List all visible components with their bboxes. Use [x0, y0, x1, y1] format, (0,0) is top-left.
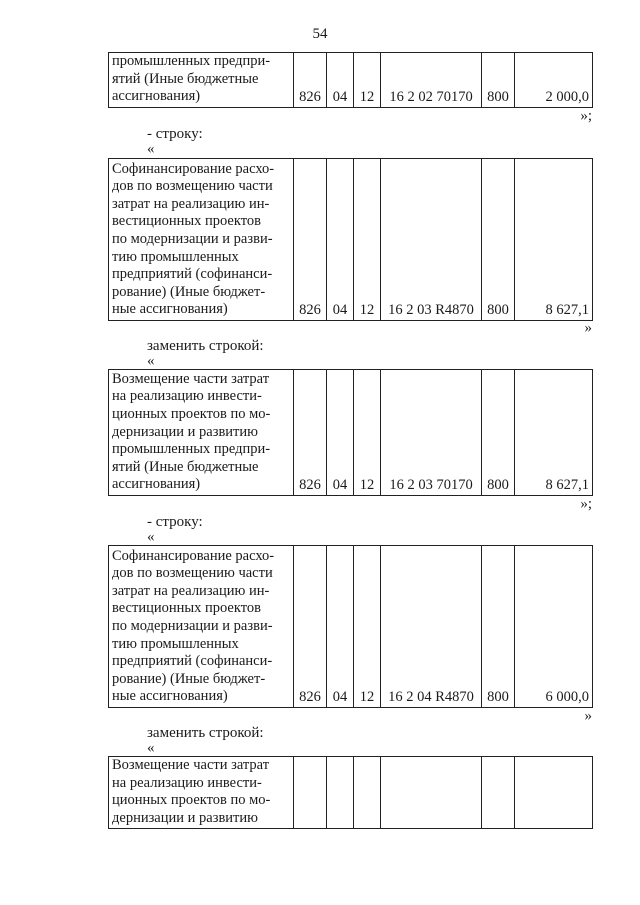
page-number: 54 [312, 26, 328, 42]
row-description: Софинансирование расхо- дов по возмещению части затрат на реализацию ин- вестиционных проектов по модернизации и разви- тию промышленных предприятий (софинанси- рование) (Иные бюджет- ные ассигнования) [109, 546, 294, 708]
opening-quote: « [147, 141, 155, 157]
budget-table-1 [108, 52, 593, 108]
table-row [109, 546, 593, 708]
table-row [109, 757, 593, 829]
rz-cell: 04 [327, 370, 354, 496]
csr-cell: 16 2 03 R4870 [381, 159, 482, 321]
instruction-line: - строку: [147, 126, 203, 142]
sum-cell: 2 000,0 [515, 53, 593, 108]
sum-cell: 8 627,1 [515, 370, 593, 496]
vr-cell: 800 [482, 53, 515, 108]
budget-table-5 [108, 756, 593, 829]
grbs-cell: 826 [294, 370, 327, 496]
pr-cell [354, 757, 381, 829]
grbs-cell [294, 757, 327, 829]
pr-cell: 12 [354, 53, 381, 108]
pr-cell: 12 [354, 546, 381, 708]
row-description: Возмещение части затрат на реализацию инвести- ционных проектов по мо- дернизации и развитию [109, 757, 294, 829]
grbs-cell: 826 [294, 159, 327, 321]
rz-cell [327, 757, 354, 829]
rz-cell: 04 [327, 546, 354, 708]
row-description: Софинансирование расхо- дов по возмещению части затрат на реализацию ин- вестиционных проектов по модернизации и разви- тию промышленных предприятий (софинанси- рование) (Иные бюджет- ные ассигнования) [109, 159, 294, 321]
sum-cell: 6 000,0 [515, 546, 593, 708]
csr-cell: 16 2 04 R4870 [381, 546, 482, 708]
grbs-cell: 826 [294, 53, 327, 108]
opening-quote: « [147, 529, 155, 545]
closing-quote: » [584, 320, 592, 336]
csr-cell: 16 2 03 70170 [381, 370, 482, 496]
vr-cell: 800 [482, 546, 515, 708]
budget-table-4 [108, 545, 593, 708]
instruction-line: заменить строкой: [147, 338, 264, 354]
rz-cell: 04 [327, 53, 354, 108]
pr-cell: 12 [354, 370, 381, 496]
closing-quote: » [584, 708, 592, 724]
row-description: промышленных предпри- ятий (Иные бюджетные ассигнования) [109, 53, 294, 108]
opening-quote: « [147, 353, 155, 369]
csr-cell [381, 757, 482, 829]
sum-cell: 8 627,1 [515, 159, 593, 321]
vr-cell: 800 [482, 370, 515, 496]
grbs-cell: 826 [294, 546, 327, 708]
instruction-line: - строку: [147, 514, 203, 530]
vr-cell: 800 [482, 159, 515, 321]
budget-table-3 [108, 369, 593, 496]
table-row [109, 159, 593, 321]
closing-quote: »; [580, 108, 592, 124]
opening-quote: « [147, 740, 155, 756]
pr-cell: 12 [354, 159, 381, 321]
row-description: Возмещение части затрат на реализацию инвести- ционных проектов по мо- дернизации и развитию промышленных предпри- ятий (Иные бюджетные ассигнования) [109, 370, 294, 496]
instruction-line: заменить строкой: [147, 725, 264, 741]
closing-quote: »; [580, 496, 592, 512]
table-row [109, 370, 593, 496]
csr-cell: 16 2 02 70170 [381, 53, 482, 108]
budget-table-2 [108, 158, 593, 321]
sum-cell [515, 757, 593, 829]
table-row [109, 53, 593, 108]
vr-cell [482, 757, 515, 829]
rz-cell: 04 [327, 159, 354, 321]
